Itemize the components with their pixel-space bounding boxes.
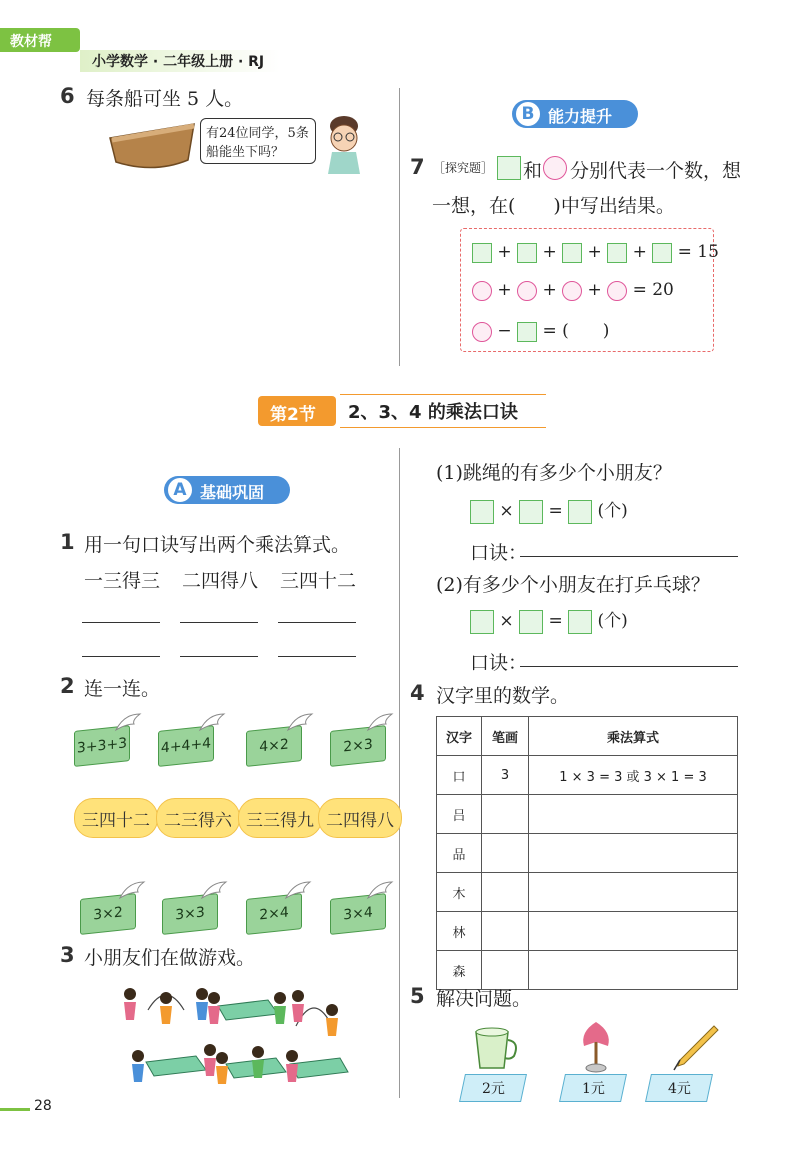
row-char: 森 (437, 951, 482, 990)
header-hanzi: 汉字 (437, 717, 482, 756)
q7-equation-3: − = ( ) (472, 316, 609, 342)
q7-equation-1: + + + + = 15 (472, 242, 719, 263)
section-b-letter-text: B (521, 104, 535, 124)
eq1-result: = 15 (677, 242, 719, 262)
top-card-1[interactable]: 3+3+3 (74, 725, 130, 767)
q6-number: 6 (60, 84, 75, 108)
q1-item-2: 二四得八 (182, 570, 259, 592)
answer-box[interactable] (470, 610, 494, 634)
top-card-4[interactable]: 2×3 (330, 725, 386, 767)
cup-icon (470, 1026, 522, 1074)
answer-line[interactable] (82, 622, 160, 623)
table-row (437, 834, 738, 873)
section-a-letter (166, 476, 194, 504)
answer-box[interactable] (517, 322, 537, 342)
q2-number: 2 (60, 674, 75, 698)
header-tag-text: 教材帮 (10, 34, 52, 50)
header-strokes: 笔画 (482, 717, 529, 756)
q4-text: 汉字里的数学。 (436, 685, 570, 707)
q3-koujue-1-label: 口诀： (470, 542, 528, 564)
q1-text: 用一句口诀写出两个乘法算式。 (84, 534, 351, 556)
bottom-card-1[interactable]: 3×2 (80, 893, 136, 935)
answer-circle[interactable] (472, 281, 492, 301)
q1-number: 1 (60, 530, 75, 554)
q7-text-and: 和 (523, 160, 543, 182)
q5-text: 解决问题。 (436, 988, 532, 1010)
answer-box[interactable] (562, 243, 582, 263)
answer-line[interactable] (180, 622, 258, 623)
row-formula[interactable] (529, 873, 738, 912)
row-formula[interactable] (529, 795, 738, 834)
q7-equation-2: + + + = 20 (472, 280, 674, 301)
hanzi-table (436, 716, 738, 990)
header-formula: 乘法算式 (529, 717, 738, 756)
q3-sub-1: (1)跳绳的有多少个小朋友？ (436, 462, 672, 484)
answer-circle[interactable] (472, 322, 492, 342)
answer-line[interactable] (82, 656, 160, 657)
bubble-line-2: 船能坐下吗？ (206, 145, 285, 160)
price-tag-cup: 2元 (459, 1074, 527, 1102)
answer-box[interactable] (517, 243, 537, 263)
q4-number: 4 (410, 681, 425, 705)
answer-line[interactable] (278, 656, 356, 657)
answer-circle[interactable] (607, 281, 627, 301)
koujue-answer-line[interactable] (520, 666, 738, 667)
page-number: 28 (34, 1098, 52, 1114)
top-card-2[interactable]: 4+4+4 (158, 725, 214, 767)
cloud-2[interactable]: 二三得六 (156, 798, 240, 838)
q3-sub-2: (2)有多少个小朋友在打乒乓球？ (436, 574, 710, 596)
answer-box[interactable] (652, 243, 672, 263)
row-char: 品 (437, 834, 482, 873)
price-tag-pen: 4元 (645, 1074, 713, 1102)
price-tag-duster: 1元 (559, 1074, 627, 1102)
feather-duster-icon (574, 1018, 618, 1076)
answer-box[interactable] (568, 500, 592, 524)
column-divider-top (399, 88, 400, 366)
table-row (437, 795, 738, 834)
row-formula: 1 × 3 = 3 或 3 × 1 = 3 (529, 756, 738, 795)
answer-box[interactable] (472, 243, 492, 263)
cloud-4[interactable]: 二四得八 (318, 798, 402, 838)
wing-icon (284, 880, 312, 900)
q1-item-3: 三四十二 (280, 570, 357, 592)
row-strokes[interactable] (482, 795, 529, 834)
page-number-bar (0, 1108, 30, 1111)
q7-text-rest: 分别代表一个数，想 (570, 160, 742, 182)
table-row (437, 873, 738, 912)
table-row (437, 912, 738, 951)
section-a-title: 基础巩固 (200, 483, 265, 502)
section-2-title: 2、3、4 的乘法口诀 (348, 402, 518, 423)
answer-circle[interactable] (562, 281, 582, 301)
eq3-result[interactable]: = ( ) (542, 321, 610, 341)
q7-square-symbol (497, 156, 521, 180)
row-strokes[interactable] (482, 834, 529, 873)
wing-icon (118, 880, 146, 900)
row-char: 林 (437, 912, 482, 951)
table-header-row (437, 717, 738, 756)
row-formula[interactable] (529, 912, 738, 951)
eq2-result: = 20 (632, 280, 674, 300)
wing-icon (366, 712, 394, 732)
q7-line-2: 一想，在( )中写出结果。 (432, 195, 675, 217)
wing-icon (114, 712, 142, 732)
q7-tag: ［探究题］ (433, 161, 494, 175)
answer-box[interactable] (607, 243, 627, 263)
answer-line[interactable] (278, 622, 356, 623)
section-2-badge-text: 第2节 (270, 405, 316, 425)
answer-box[interactable] (519, 610, 543, 634)
q3-text: 小朋友们在做游戏。 (84, 947, 256, 969)
q6-text: 每条船可坐 5 人。 (86, 88, 244, 110)
row-char: 木 (437, 873, 482, 912)
book-title: 小学数学 · 二年级上册 · RJ (92, 54, 265, 70)
boat-illustration (108, 120, 200, 176)
koujue-answer-line[interactable] (520, 556, 738, 557)
row-strokes[interactable] (482, 912, 529, 951)
row-strokes[interactable] (482, 873, 529, 912)
answer-circle[interactable] (517, 281, 537, 301)
q3-koujue-2-label: 口诀： (470, 652, 528, 674)
cloud-3[interactable]: 三三得九 (238, 798, 322, 838)
wing-icon (198, 712, 226, 732)
q1-item-1: 一三得三 (84, 570, 161, 592)
row-strokes: 3 (482, 756, 529, 795)
section-a-letter-text: A (173, 480, 187, 500)
cloud-1[interactable]: 三四十二 (74, 798, 158, 838)
table-row (437, 756, 738, 795)
q3-sub1-equation: × = (个) (470, 496, 628, 524)
q3-number: 3 (60, 943, 75, 967)
section-b-letter (514, 100, 542, 128)
q7-number: 7 (410, 155, 425, 179)
top-card-3[interactable]: 4×2 (246, 725, 302, 767)
q5-number: 5 (410, 984, 425, 1008)
answer-box[interactable] (470, 500, 494, 524)
q2-text: 连一连。 (84, 678, 161, 700)
children-playing-illustration (118, 980, 350, 1100)
wing-icon (366, 880, 394, 900)
pen-icon (670, 1022, 720, 1072)
answer-line[interactable] (180, 656, 258, 657)
wing-icon (200, 880, 228, 900)
bottom-card-2[interactable]: 3×3 (162, 893, 218, 935)
section-b-title: 能力提升 (548, 107, 613, 126)
wing-icon (286, 712, 314, 732)
answer-box[interactable] (519, 500, 543, 524)
answer-box[interactable] (568, 610, 592, 634)
row-char: 吕 (437, 795, 482, 834)
q7-circle-symbol (543, 156, 567, 180)
q3-sub2-equation: × = (个) (470, 606, 628, 634)
bubble-line-1: 有24位同学，5条 (206, 126, 309, 141)
bottom-card-3[interactable]: 2×4 (246, 893, 302, 935)
row-formula[interactable] (529, 834, 738, 873)
row-char: 口 (437, 756, 482, 795)
row-formula[interactable] (529, 951, 738, 990)
column-divider-bottom (399, 448, 400, 1098)
teacher-icon (320, 112, 368, 174)
bottom-card-4[interactable]: 3×4 (330, 893, 386, 935)
